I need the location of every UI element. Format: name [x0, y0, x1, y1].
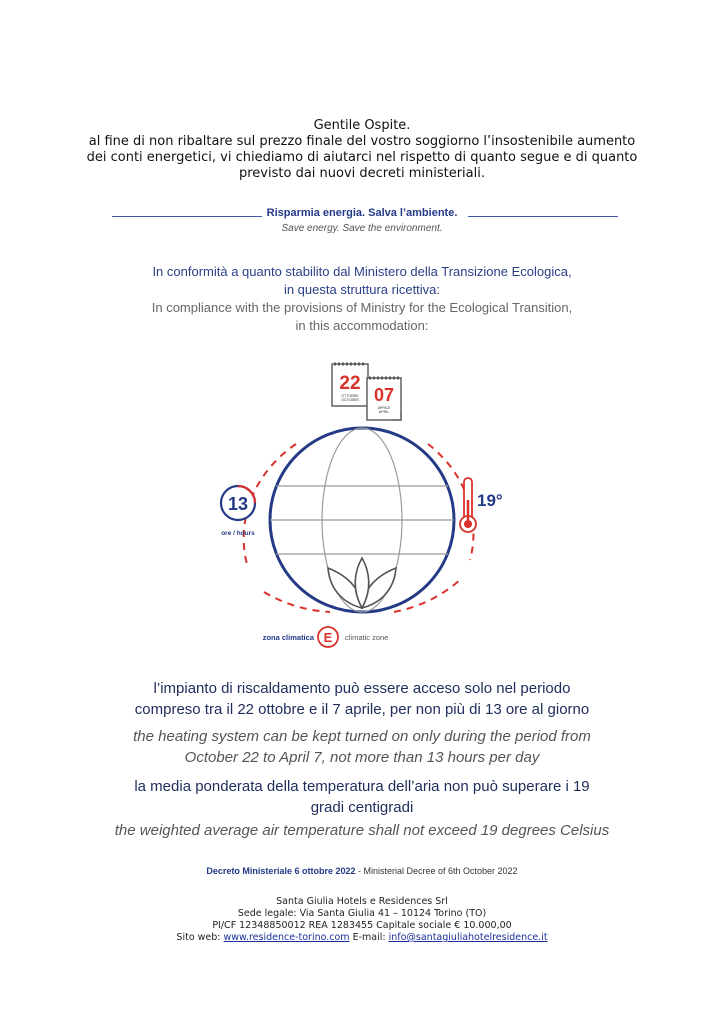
calendar-start-month-en: OCTOBER — [341, 398, 359, 402]
website-link[interactable]: www.residence-torino.com — [223, 932, 350, 943]
greeting-line: previsto dai nuovi decreti ministeriali. — [239, 166, 485, 181]
hours-label: ore / hours — [221, 530, 255, 537]
temp-it-line2: gradi centigradi — [310, 799, 414, 816]
hours-value: 13 — [227, 494, 249, 514]
calendar-end-icon — [367, 378, 401, 420]
heating-en-line1: the heating system can be kept turned on only during the period from — [133, 728, 591, 745]
zone-letter: E — [323, 630, 333, 645]
divider-right — [468, 216, 618, 217]
tagline — [240, 206, 484, 236]
company-contacts — [60, 932, 664, 944]
calendar-start-icon — [332, 364, 368, 406]
calendar-start-month-it: OTTOBRE — [341, 394, 359, 398]
zone-label-it: zona climatica — [262, 633, 314, 642]
company-footer — [60, 896, 664, 944]
calendar-end-month-en: APRIL — [378, 410, 390, 414]
heating-it-line2: compreso tra il 22 ottobre e il 7 aprile, per non più di 13 ore al giorno — [134, 701, 590, 718]
calendar-end-month-it: APRILE — [377, 406, 391, 410]
compliance-it-line2: in questa struttura ricettiva: — [283, 282, 441, 297]
decree-en: - Ministerial Decree of 6th October 2022 — [355, 866, 518, 876]
company-name: Santa Giulia Hotels e Residences Srl — [276, 896, 448, 907]
clock-icon — [221, 486, 255, 537]
decree-reference — [110, 866, 614, 876]
decree-it: Decreto Ministeriale 6 ottobre 2022 — [206, 866, 356, 876]
web-label: Sito web: — [176, 932, 224, 943]
heating-it-line1: l’impianto di riscaldamento può essere acceso solo nel periodo — [153, 680, 571, 697]
greeting-text — [60, 118, 664, 182]
greeting-line: al fine di non ribaltare sul prezzo finale del vostro soggiorno l’insostenibile aumento — [88, 134, 636, 149]
compliance-text — [90, 263, 634, 335]
email-label: E-mail: — [349, 932, 389, 943]
heating-rule — [60, 678, 664, 768]
company-address: Sede legale: Via Santa Giulia 41 – 10124 Torino (TO) — [237, 908, 487, 919]
thermometer-icon — [460, 478, 503, 532]
greeting-line: Gentile Ospite. — [313, 118, 411, 133]
greeting-line: dei conti energetici, vi chiediamo di aiutarci nel rispetto di quanto segue e di quanto — [86, 150, 638, 165]
temperature-value: 19° — [477, 491, 503, 510]
company-tax-info: PI/CF 12348850012 REA 1283455 Capitale sociale € 10.000,00 — [212, 920, 512, 931]
temp-en-line1: the weighted average air temperature shall not exceed 19 degrees Celsius — [114, 822, 610, 839]
climatic-zone — [263, 627, 389, 647]
tagline-it: Risparmia energia. Salva l’ambiente. — [266, 207, 458, 219]
plant-icon — [328, 558, 396, 608]
zone-label-en: climatic zone — [345, 633, 389, 642]
compliance-en-line1: In compliance with the provisions of Ministry for the Ecological Transition, — [151, 300, 573, 315]
compliance-it-line1: In conformità a quanto stabilito dal Ministero della Transizione Ecologica, — [152, 264, 572, 279]
tagline-en: Save energy. Save the environment. — [281, 223, 443, 234]
heating-infographic — [200, 360, 530, 650]
calendar-start-day: 22 — [339, 373, 361, 394]
calendar-end-day: 07 — [373, 385, 395, 405]
temperature-rule — [60, 776, 664, 841]
email-link[interactable]: info@santagiuliahotelresidence.it — [388, 932, 548, 943]
heating-en-line2: October 22 to April 7, not more than 13 hours per day — [184, 749, 540, 766]
compliance-en-line2: in this accommodation: — [295, 318, 429, 333]
temp-it-line1: la media ponderata della temperatura dell’aria non può superare i 19 — [134, 778, 590, 795]
